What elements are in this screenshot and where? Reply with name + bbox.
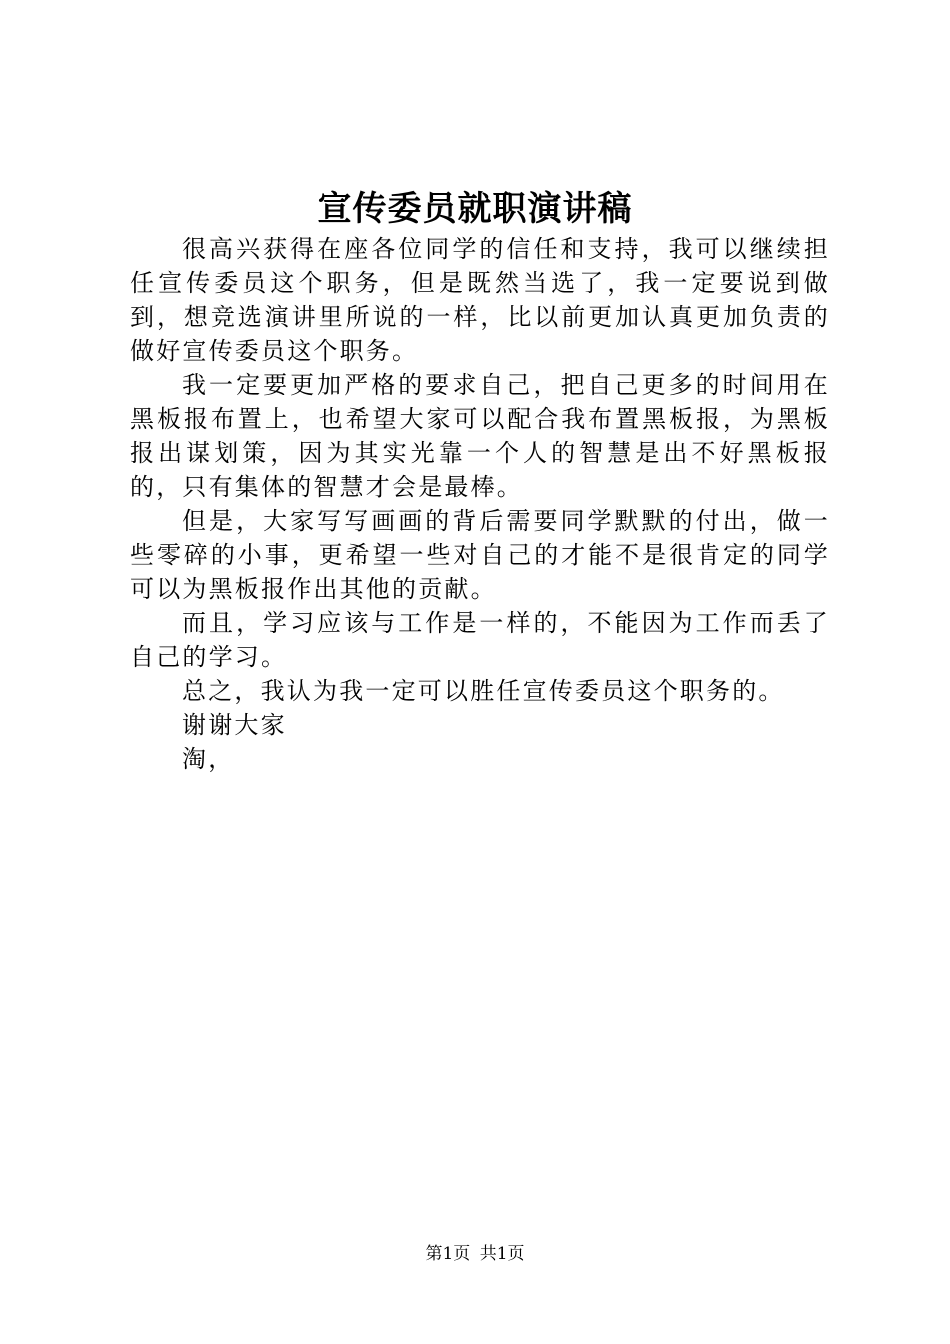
document-body	[130, 232, 830, 776]
paragraph-6: 谢谢大家	[182, 711, 287, 739]
paragraph-1: 很高兴获得在座各位同学的信任和支持，我可以继续担任宣传委员这个职务，但是既然当选了，我一定要说到做到，想竞选演讲里所说的一样，比以前更加认真更加负责的做好宣传委员这个职务。	[130, 235, 830, 365]
paragraph-5: 总之，我认为我一定可以胜任宣传委员这个职务的。	[182, 677, 785, 705]
paragraph-7: 淘，	[182, 745, 235, 773]
paragraph-4: 而且，学习应该与工作是一样的，不能因为工作而丢了自己的学习。	[130, 609, 830, 671]
page-number-footer: 第1页 共1页	[425, 1244, 525, 1264]
paragraph-3: 但是，大家写写画画的背后需要同学默默的付出，做一些零碎的小事，更希望一些对自己的才能不是很肯定的同学可以为黑板报作出其他的贡献。	[130, 507, 830, 603]
paragraph-2: 我一定要更加严格的要求自己，把自己更多的时间用在黑板报布置上，也希望大家可以配合我布置黑板报，为黑板报出谋划策，因为其实光靠一个人的智慧是出不好黑板报的，只有集体的智慧才会是最棒。	[130, 371, 830, 501]
document-title: 宣传委员就职演讲稿	[317, 189, 633, 229]
